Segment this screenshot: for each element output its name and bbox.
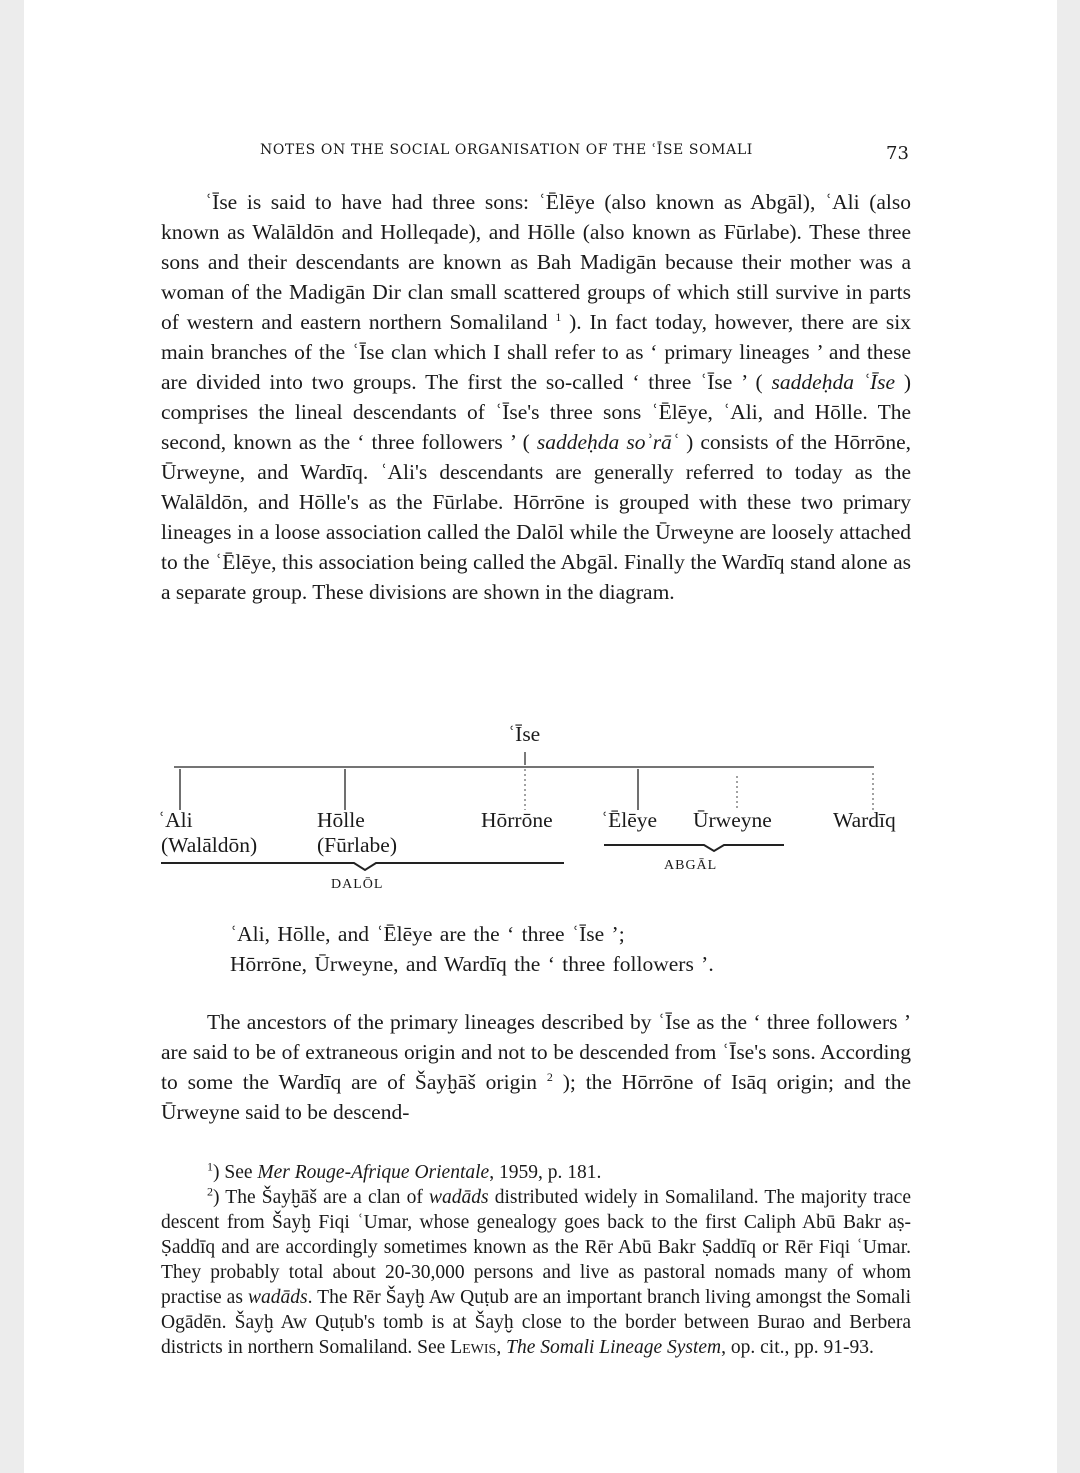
- footnote-term: wadāds: [429, 1187, 489, 1208]
- paragraph-text: ʿĪse is said to have had three sons: ʿĒlēye (also known as Abgāl), ʿAli (also known as Walāldōn and Holleqade), and Hōlle (also known as Fūrlabe). These three sons and their descendants are known as Bah Madigān because their mother was a woman of the Madigān Dir clan small scattered groups of which still survive in parts of western and eastern northern Somaliland: [161, 190, 911, 334]
- page-number: 73: [886, 143, 909, 164]
- footnote-text: , op. cit., pp. 91-93.: [721, 1337, 874, 1358]
- paragraph-followers: [161, 1007, 911, 1127]
- page: [24, 0, 1057, 1473]
- footnote-ref[interactable]: 2: [546, 1069, 553, 1084]
- somali-term: saddeḥda ʿĪse: [771, 370, 896, 394]
- lineage-name: ʿĒlēye: [601, 808, 658, 832]
- footnotes: [161, 1160, 911, 1360]
- lineage-name: Hōrrōne: [481, 808, 553, 832]
- paragraph-text: ). In fact today, however, there are six main branches of the ʿĪse clan which I shall refer to as ‘ primary lineages ’ and these are divided into two groups. The first the so-called ‘ three ʿĪse ’ (: [161, 310, 912, 394]
- lineage-name: Wardīq: [833, 808, 896, 832]
- footnote-text: . The Rēr Šayḫ Aw Quṭub are an important branch living amongst the Somali Ogādēn. Šayḫ Aw Quṭub's tomb is at Šayḫ close to the border between Burao and Berbera districts in northern Somaliland. See: [161, 1287, 911, 1358]
- footnote-title: Mer Rouge-Afrique Orientale: [257, 1162, 490, 1183]
- lineage-alias: (Walāldōn): [161, 833, 258, 857]
- footnote-1: [161, 1160, 911, 1185]
- paragraph-intro: [161, 187, 911, 607]
- footnote-book-title: The Somali Lineage System: [506, 1337, 722, 1358]
- lineage-alias: (Fūrlabe): [317, 833, 397, 857]
- lineage-name: Ūrweyne: [693, 808, 772, 832]
- diagram-caption-line: ʿAli, Hōlle, and ʿĒlēye are the ‘ three ʿĪse ’;: [230, 922, 625, 946]
- footnote-mark: 2: [207, 1184, 213, 1199]
- paragraph-text: ) consists of the Hōrrōne, Ūrweyne, and Wardīq. ʿAli's descendants are generally referred to today as the Walāldōn, and Hōlle's as the Fūrlabe. Hōrrōne is grouped with these two primary lineages in a loose association called the Dalōl while the Ūrweyne are loosely attached to the ʿĒlēye, this association being called the Abgāl. Finally the Wardīq stand alone as a separate group. These divisions are shown in the diagram.: [161, 430, 912, 604]
- footnote-mark: 1: [207, 1159, 213, 1174]
- footnote-text: distributed widely in Somaliland. The majority trace descent from Šayḫ Fiqi ʿUmar, whose genealogy goes back to the first Caliph Abū Bakr aṣ-Ṣaddīq and are accordingly sometimes known as the Rēr Abū Bakr Ṣaddīq or Rēr Fiqi ʿUmar. They probably total about 20-30,000 persons and live as pastoral nomads many of whom practise as: [161, 1187, 911, 1308]
- lineage-name: Hōlle: [317, 808, 365, 832]
- footnote-2: [161, 1185, 911, 1360]
- footnote-text: ) See: [213, 1162, 258, 1183]
- group-label-abgal: ABGĀL: [664, 858, 718, 873]
- diagram-root: ʿĪse: [508, 722, 541, 746]
- footnote-author: Lewis: [450, 1337, 497, 1358]
- footnote-ref[interactable]: 1: [555, 309, 562, 324]
- footnote-text: ,: [496, 1337, 507, 1358]
- footnote-text: , 1959, p. 181.: [489, 1162, 602, 1183]
- lineage-name: ʿAli: [158, 808, 193, 832]
- somali-term: saddeḥda soʾrāʿ: [536, 430, 679, 454]
- footnote-term: wadāds: [247, 1287, 308, 1308]
- diagram-caption-line: Hōrrōne, Ūrweyne, and Wardīq the ‘ three followers ’.: [230, 952, 714, 976]
- paragraph-text: ); the Hōrrōne of Isāq origin; and the Ūrweyne said to be descend-: [161, 1070, 912, 1124]
- paragraph-text: The ancestors of the primary lineages described by ʿĪse as the ‘ three followers ’ are said to be of extraneous origin and not to be descended from ʿĪse's sons. According to some the Wardīq are of Šayḫāš origin: [161, 1010, 911, 1094]
- paragraph-text: ) comprises the lineal descendants of ʿĪse's three sons ʿĒlēye, ʿAli, and Hōlle. The second, known as the ‘ three followers ’ (: [161, 370, 912, 454]
- brace-dalol: [161, 863, 564, 870]
- group-label-dalol: DALŌL: [331, 877, 384, 892]
- footnote-text: ) The Šayḫāš are a clan of: [213, 1187, 429, 1208]
- running-head: NOTES ON THE SOCIAL ORGANISATION OF THE ʿĪSE SOMALI: [260, 142, 753, 158]
- brace-abgal: [604, 845, 784, 851]
